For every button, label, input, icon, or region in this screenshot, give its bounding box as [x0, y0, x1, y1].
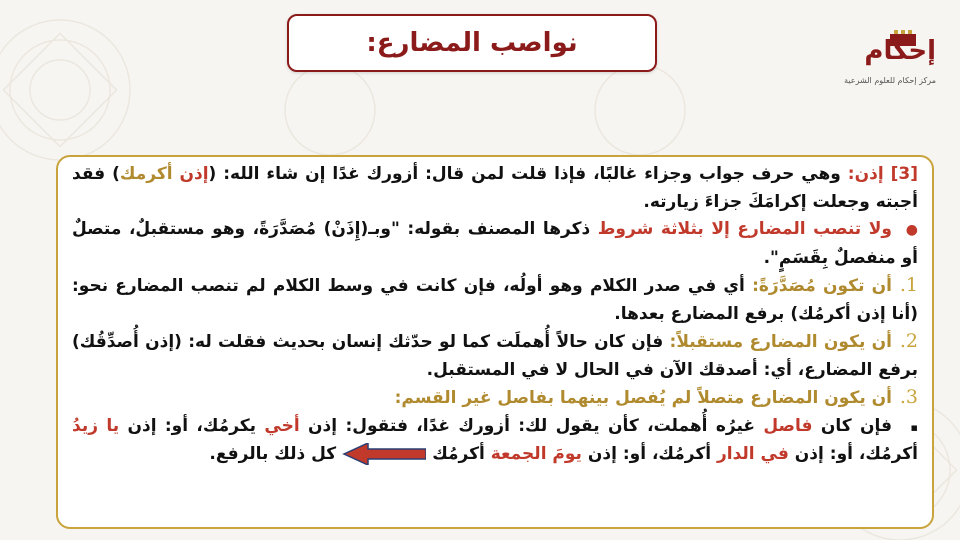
bullet-lead: ولا تنصب المضارع إلا بثلاثة شروط — [597, 219, 892, 239]
bullet-dot-icon: ● — [905, 222, 918, 238]
paragraph-text-1: وهي حرف جواب وجزاء غالبًا، فإذا قلت لمن قال: أزورك غدًا إن شاء الله: ( — [208, 164, 848, 184]
example-text: غيرُه أُهملت، كأن يقول لك: أزورك غدًا، فتقول: إذن — [299, 415, 764, 436]
example-highlight: يا زيدُ — [72, 415, 120, 436]
item-text: أي في صدر الكلام وهو أولُه، فإن كانت في وسط الكلام لم تنصب المضارع نحو: (أنا إذن أكرمُك) برفع المضارع بعدها. — [72, 276, 918, 324]
logo — [844, 28, 936, 98]
item-lead: أن تكون مُصَدَّرَةً: — [752, 276, 893, 296]
example-text: يكرمُك، أو: إذن — [119, 415, 265, 436]
example-conclusion: كل ذلك بالرفع. — [209, 444, 337, 464]
example-highlight: أخي — [264, 415, 300, 436]
bullet-conditions — [72, 216, 918, 272]
example-highlight: في الدار — [716, 444, 789, 464]
quote-idhan: إذن — [179, 164, 209, 184]
paragraph-index: [3] — [890, 164, 918, 184]
item-text: فإن كان حالاً أُهملَت كما لو حدّثك إنسان بحديث فقلت له: (إذن أُصدِّقُك) برفع المضارع، أي: أصدقك الآن في الحال لا في المستقبل. — [72, 332, 918, 380]
paragraph-idhan — [72, 161, 918, 216]
example-text: أكرمُك — [432, 444, 491, 464]
item-number: 1. — [899, 274, 919, 296]
page-title: نواصب المضارع: — [366, 28, 578, 58]
item-number: 2. — [899, 330, 918, 352]
bullet-text: ذكرها المصنف بقوله: "وبـ(إِذَنْ) مُصَدَّرَةً، وهو مستقبلٌ، متصلٌ أو منفصلٌ بِقَسَمٍ". — [72, 219, 918, 268]
examples-paragraph — [72, 413, 918, 469]
item-number: 3. — [899, 386, 918, 408]
content-box — [56, 155, 934, 529]
square-bullet-icon: ▪ — [910, 420, 918, 434]
condition-item-1 — [72, 272, 918, 328]
item-lead: أن يكون المضارع مستقبلاً: — [669, 332, 892, 352]
item-lead: أن يكون المضارع متصلاً لم يُفصل بينهما بفاصل غير القسم: — [394, 388, 892, 408]
condition-item-2 — [72, 328, 918, 384]
example-text: أكرمُك، أو: إذن — [788, 444, 918, 464]
title-box — [287, 14, 657, 72]
arrow-left-icon — [342, 443, 426, 465]
example-text: فإن كان — [812, 415, 892, 436]
example-highlight: يومَ الجمعة — [490, 444, 582, 464]
quote-akrimuk: أكرمك — [119, 164, 180, 184]
example-highlight: فاصل — [763, 415, 813, 436]
paragraph-text-2: ) فقد أجبته وجعلت إكرامَكَ جزاءَ زيارته. — [72, 164, 918, 212]
logo-name: إحكام — [864, 36, 936, 66]
logo-subtitle: مركز إحكام للعلوم الشرعية — [844, 76, 936, 85]
example-text: أكرمُك، أو: إذن — [581, 444, 717, 464]
term-label: إذن: — [847, 164, 884, 184]
condition-item-3 — [72, 384, 918, 413]
